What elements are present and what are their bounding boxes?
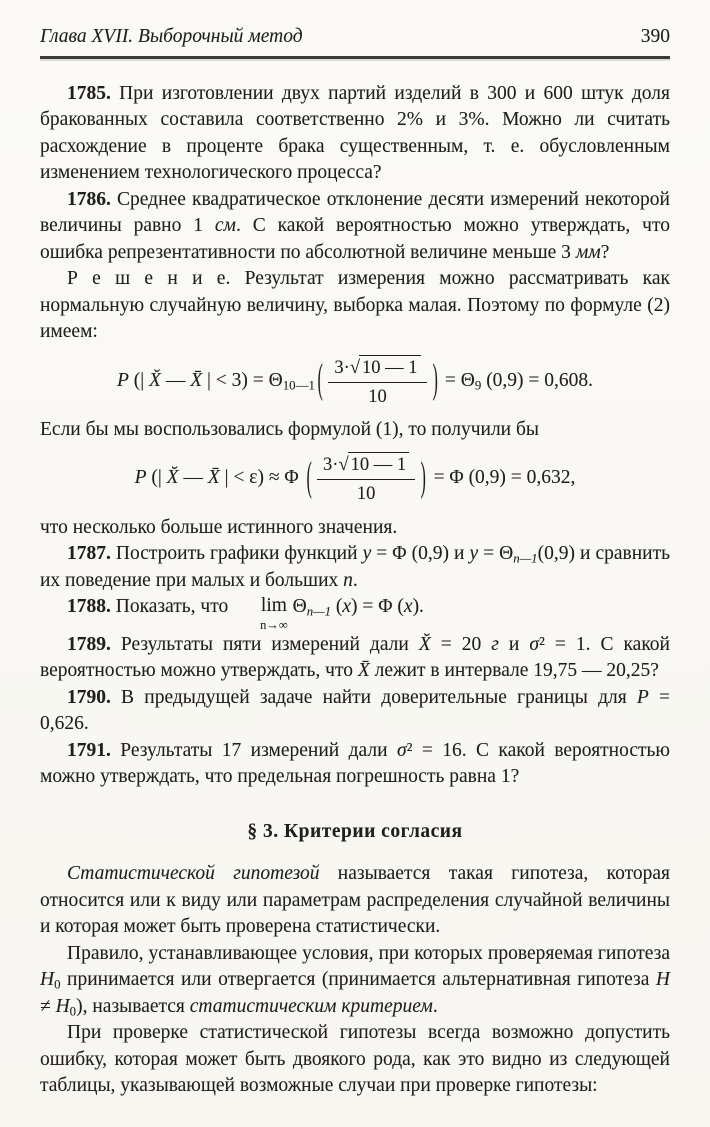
- italic-text: y: [469, 543, 479, 565]
- text-run: ² = 16. С какой вероятностью можно утверждать, что предельная погрешность равна 1?: [40, 739, 670, 788]
- subscript: 0: [54, 977, 61, 992]
- subscript: 9: [474, 378, 482, 393]
- text-run: Правило, устанавливающее условия, при которых проверяемая гипотеза: [67, 942, 670, 964]
- text-run: .: [352, 569, 358, 591]
- subscript: 0: [69, 1004, 77, 1019]
- text-run: При изготовлении двух партий изделий в 300 и 600 штук доля бракованных составила соответственно 2% и 3%. Можно ли считать расхождение в проценте брака существенным, т. е. обусловленным изменением технологического процесса?: [40, 82, 670, 183]
- italic-text: x: [342, 596, 352, 618]
- chapter-title: Глава XVII. Выборочный метод: [40, 26, 303, 47]
- limit-stack: [233, 596, 288, 632]
- big-parenthesis: (: [306, 456, 312, 501]
- text-run: .: [432, 995, 438, 1017]
- radical-icon: √: [349, 356, 360, 378]
- radicand: 10 — 1: [359, 355, 421, 378]
- text-run: . С какой вероятностью можно утверждать, что ошибка репрезентативности по абсолютной величине меньше 3: [40, 215, 670, 263]
- paragraph: [40, 594, 670, 632]
- paragraph: [40, 541, 670, 594]
- italic-text: H: [655, 969, 670, 991]
- paragraph: [40, 515, 670, 542]
- italic-text: P: [134, 467, 147, 489]
- section-heading: § 3. Критерии согласия: [247, 820, 463, 842]
- text-run: = 20: [430, 633, 492, 655]
- fraction-numerator: 3·√ 10 — 1: [317, 452, 415, 480]
- subscript: n—1: [513, 551, 538, 566]
- text-run: и: [498, 633, 530, 655]
- text-run: ), называется: [76, 995, 190, 1017]
- text-run: = Θ: [478, 543, 514, 565]
- text-run: (0,9) и сравнить их поведение при малых и больших: [40, 543, 670, 591]
- text-run: Результаты 17 измерений дали: [110, 739, 397, 761]
- text-run: ?: [600, 241, 610, 263]
- italic-text: X̄: [357, 660, 370, 682]
- italic-text: σ: [529, 633, 539, 655]
- fraction-numerator: 3·√ 10 — 1: [328, 355, 426, 383]
- italic-text: X̆: [166, 467, 179, 489]
- problem-number: 1786.: [67, 188, 111, 210]
- big-parenthesis: ): [432, 358, 438, 403]
- radicand: 10 — 1: [348, 452, 410, 475]
- text-run: | < 3) = Θ: [202, 369, 283, 391]
- fraction: [317, 452, 415, 505]
- text-run: = Φ (0,9) и: [371, 543, 470, 565]
- subscript: 10—1: [282, 378, 315, 393]
- text-run: (0,9) = 0,608.: [481, 369, 594, 391]
- text-run: Р е ш е н и е. Результат измерения можно рассматривать как нормальную случайную величину, выборка малая. Поэтому по формуле (2) имеем:: [40, 268, 670, 342]
- italic-text: см: [214, 215, 236, 236]
- display-formula: [40, 452, 670, 505]
- text-run: принимается или отвергается (принимается альтернативная гипотеза: [60, 969, 656, 991]
- italic-text: X̄: [207, 467, 220, 489]
- text-run: | < ε) ≈ Φ: [219, 467, 304, 489]
- problem-number: 1788.: [67, 596, 111, 618]
- paragraph: [40, 738, 670, 791]
- page-content: [40, 81, 670, 1100]
- text-run: лежит в интервале 19,75 — 20,25?: [369, 660, 659, 682]
- italic-text: X̄: [190, 369, 203, 391]
- fraction: [328, 355, 426, 408]
- text-run: Построить графики функций: [110, 543, 363, 565]
- italic-text: H: [40, 969, 55, 991]
- problem-number: 1789.: [67, 633, 111, 655]
- italic-text: X̆: [149, 369, 161, 391]
- text-run: ).: [412, 596, 424, 618]
- subscript: n—1: [306, 604, 331, 619]
- text-run: (|: [128, 369, 150, 391]
- italic-text: P: [636, 686, 649, 708]
- text-run: В предыдущей задаче найти доверительные границы для: [110, 686, 637, 708]
- paragraph: [40, 685, 670, 738]
- limit-operator: lim: [260, 595, 287, 617]
- text-run: называется такая гипотеза, которая относится или к виду или параметрам распределения случайной величины и которая может быть проверена статистически.: [40, 863, 670, 938]
- big-parenthesis: ): [420, 456, 427, 501]
- text-run: ≠: [40, 995, 56, 1017]
- italic-text: Статистической гипотезой: [67, 863, 320, 885]
- problem-number: 1785.: [67, 82, 111, 104]
- text-run: —: [178, 467, 208, 489]
- paragraph: [40, 861, 670, 941]
- display-formula: [40, 355, 670, 408]
- italic-text: x: [403, 596, 413, 618]
- limit-condition: n→∞: [260, 617, 288, 632]
- big-parenthesis: (: [317, 358, 323, 403]
- paragraph: [40, 187, 670, 267]
- text-run: = Φ (0,9) = 0,632,: [428, 467, 576, 489]
- italic-text: статистическим критерием: [189, 995, 433, 1017]
- italic-text: σ: [396, 739, 407, 761]
- text-run: —: [160, 369, 191, 391]
- paragraph: [40, 266, 670, 346]
- page-header: [40, 24, 670, 59]
- text-run: Результаты пяти измерений дали: [110, 633, 419, 655]
- paragraph: [40, 941, 670, 1021]
- text-run: (|: [146, 467, 167, 489]
- italic-text: X̆: [418, 633, 431, 655]
- paragraph: [40, 1020, 670, 1100]
- paragraph: [40, 417, 670, 444]
- text-run: Если бы мы воспользовались формулой (1), то получили бы: [40, 418, 540, 440]
- paragraph: [40, 632, 670, 685]
- text-run: ) = Φ (: [351, 596, 404, 618]
- text-run: (: [331, 596, 343, 618]
- problem-number: 1791.: [67, 739, 111, 761]
- italic-text: n: [343, 569, 353, 591]
- text-run: = 0,626.: [40, 686, 670, 735]
- text-run: ² = 1. С какой вероятностью можно утверждать, что: [40, 633, 670, 682]
- text-run: При проверке статистической гипотезы всегда возможно допустить ошибку, которая может быть двоякого рода, как это видно из следующей таблицы, указывающей возможные случаи при проверке гипотезы:: [40, 1022, 670, 1097]
- paragraph: [40, 81, 670, 187]
- page-number: 390: [640, 26, 670, 47]
- text-run: = Θ: [440, 369, 475, 391]
- fraction-denominator: 10: [368, 385, 387, 407]
- problem-number: 1790.: [67, 686, 111, 708]
- problem-number: 1787.: [67, 543, 111, 565]
- italic-text: P: [116, 369, 129, 391]
- text-run: Среднее квадратическое отклонение десяти измерений некоторой величины равно 1: [40, 188, 670, 236]
- italic-text: H: [55, 995, 70, 1017]
- italic-text: мм: [575, 241, 601, 263]
- text-run: что несколько больше истинного значения.: [40, 516, 398, 538]
- radical-icon: √: [338, 454, 349, 476]
- text-run: Θ: [287, 596, 307, 618]
- italic-text: y: [362, 543, 372, 565]
- fraction-denominator: 10: [356, 483, 376, 505]
- italic-text: г: [491, 633, 499, 655]
- text-run: Показать, что: [110, 596, 234, 618]
